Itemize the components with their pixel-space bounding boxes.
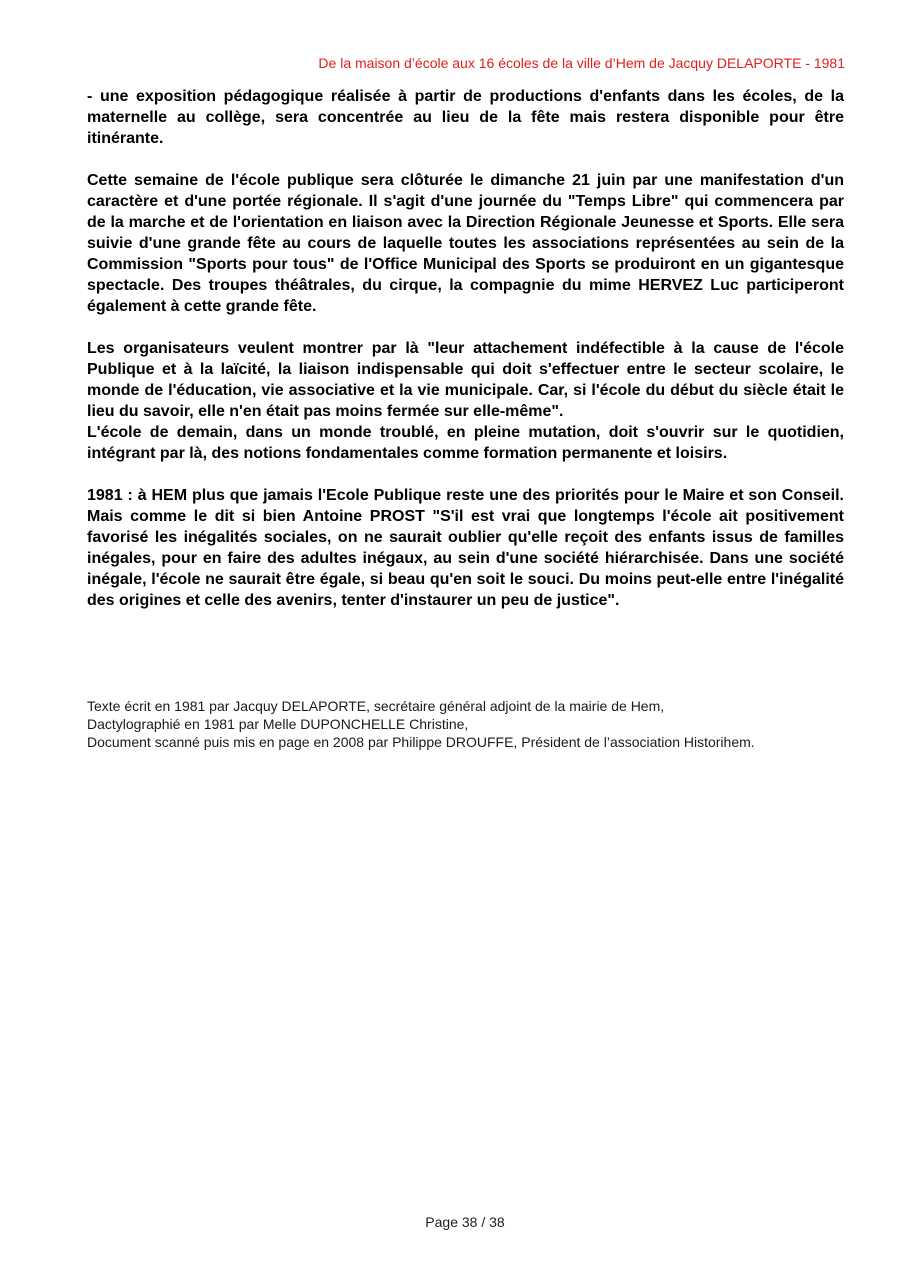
- paragraph-organisers: Les organisateurs veulent montrer par là "leur attachement indéfectible à la cause de l'école Publique et à la laïcité, la liaison indispensable qui doit s'effectuer entre le secteur scolaire, le monde de l'éducation, vie associative et la vie municipale. Car, si l'école du début du siècle était le lieu du savoir, elle n'en était pas moins fermée sur elle-même".: [87, 340, 844, 420]
- running-header: De la maison d’école aux 16 écoles de la ville d’Hem de Jacquy DELAPORTE - 1981: [318, 55, 845, 71]
- credit-scan: Document scanné puis mis en page en 2008 par Philippe DROUFFE, Président de l’association Historihem.: [87, 734, 755, 750]
- credit-author: Texte écrit en 1981 par Jacquy DELAPORTE, secrétaire général adjoint de la mairie de Hem,: [87, 698, 665, 714]
- page-number: Page 38 / 38: [425, 1214, 505, 1230]
- body-text: [87, 86, 844, 611]
- paragraph-exposition: - une exposition pédagogique réalisée à partir de productions d'enfants dans les écoles, de la maternelle au collège, sera concentrée au lieu de la fête mais restera disponible pour être itinérante.: [87, 88, 844, 147]
- credits-block: [87, 697, 857, 751]
- paragraph-school-of-tomorrow: L'école de demain, dans un monde troublé, en pleine mutation, doit s'ouvrir sur le quotidien, intégrant par là, des notions fondamentales comme formation permanente et loisirs.: [87, 424, 844, 462]
- paragraph-closing-day: Cette semaine de l'école publique sera clôturée le dimanche 21 juin par une manifestation d'un caractère et d'une portée régionale. Il s'agit d'une journée du "Temps Libre" qui commencera par de la marche et de l'orientation en liaison avec la Direction Régionale Jeunesse et Sports. Elle sera suivie d'une grande fête au cours de laquelle toutes les associations représentées au sein de la Commission "Sports pour tous" de l'Office Municipal des Sports se produiront en un gigantesque spectacle. Des troupes théâtrales, du cirque, la compagnie du mime HERVEZ Luc participeront également à cette grande fête.: [87, 172, 844, 315]
- paragraph-1981-hem: 1981 : à HEM plus que jamais l'Ecole Publique reste une des priorités pour le Maire et son Conseil. Mais comme le dit si bien Antoine PROST "S'il est vrai que longtemps l'école ait positivement favorisé les inégalités sociales, on ne saurait oublier qu'elle reçoit des enfants issus de familles inégales, pour en faire des adultes inégaux, au sein d'une société hiérarchisée. Dans une société inégale, l'école ne saurait être égale, si beau qu'en soit le souci. Du moins peut-elle entre l'inégalité des origines et celle des avenirs, tenter d'instaurer un peu de justice".: [87, 487, 844, 609]
- credit-typist: Dactylographié en 1981 par Melle DUPONCHELLE Christine,: [87, 716, 469, 732]
